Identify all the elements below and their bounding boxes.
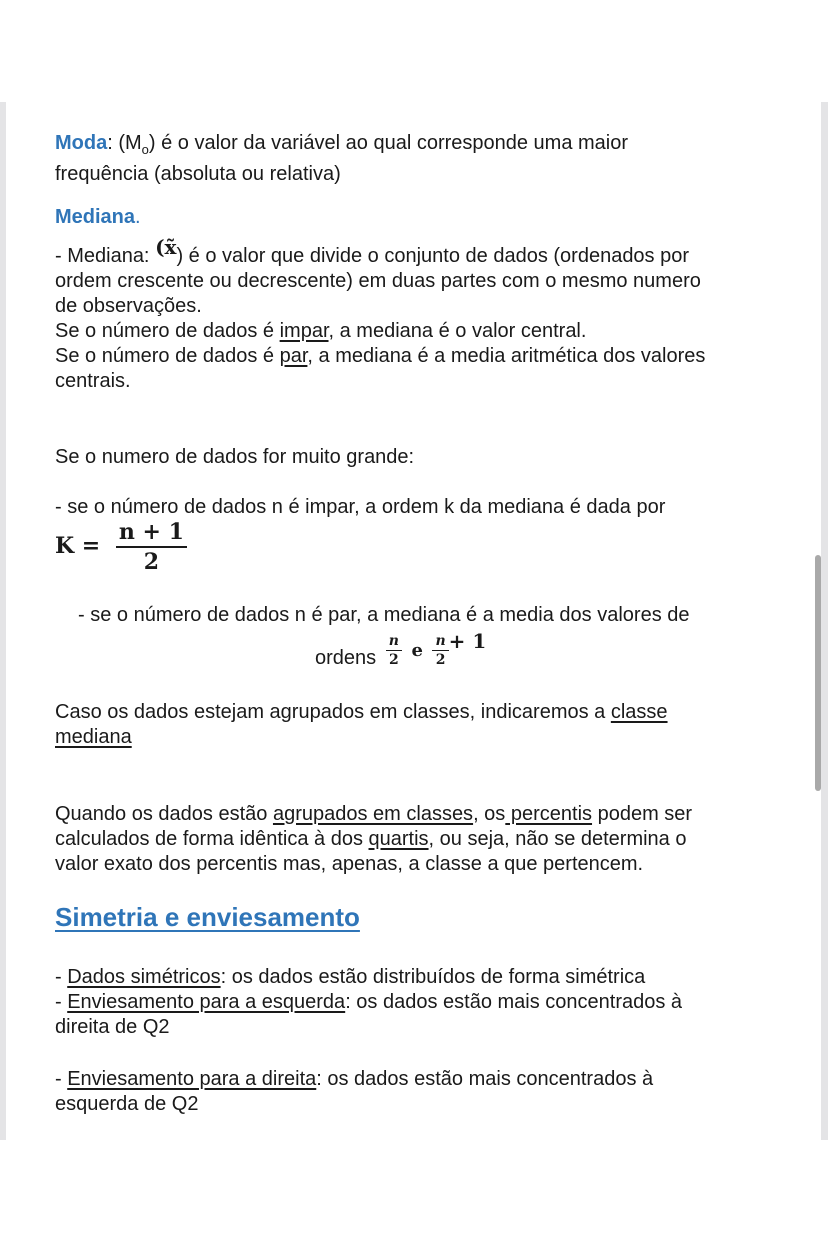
text: agrupados em classes (272, 803, 474, 825)
text: par (279, 345, 308, 367)
text: de observações. (55, 295, 202, 317)
text: percentis (505, 803, 593, 825)
text: ordens (315, 646, 377, 669)
list-item: - Dados simétricos: os dados estão distribuídos de forma simétrica (55, 966, 646, 988)
text: Mediana (55, 206, 136, 228)
text: ordem crescente ou decrescente) em duas partes com o mesmo numero (55, 270, 701, 292)
moda-term: Moda (55, 132, 108, 154)
text: , os (473, 803, 506, 825)
text: centrais. (55, 370, 131, 392)
text: direita de Q2 (55, 1016, 170, 1038)
text: e (411, 639, 423, 661)
scrollbar[interactable] (815, 555, 821, 791)
text: 2 (388, 652, 399, 668)
simetria-list (55, 965, 682, 1117)
text: Se o número de dados é (55, 345, 280, 367)
text: , ou seja, não se determina o (428, 828, 687, 850)
text: n (386, 632, 402, 651)
text: frequência (absoluta ou relativa) (55, 163, 341, 185)
text: Dados simétricos (67, 966, 221, 988)
text: Quando os dados estão (55, 803, 273, 825)
text: ) é o valor da variável ao qual corresponde uma maior (148, 132, 629, 154)
text: . (135, 206, 141, 228)
text: n (432, 632, 448, 651)
text: classe (610, 701, 668, 723)
text: - Mediana: (55, 245, 156, 267)
text: , a mediana é a media aritmética dos valores (307, 345, 706, 367)
text: Enviesamento para a esquerda (67, 991, 346, 1013)
text: Caso os dados estejam agrupados em classes, indicaremos a (55, 701, 611, 723)
text: calculados de forma idêntica à dos (55, 828, 369, 850)
text: : os dados estão distribuídos de forma simétrica (220, 966, 646, 988)
text: 2 (435, 652, 446, 668)
page-right-border (821, 102, 828, 1140)
text: ) é o valor que divide o conjunto de dados (ordenados por (176, 245, 690, 267)
simetria-heading: Simetria e enviesamento (55, 902, 360, 932)
text: K = (55, 533, 101, 559)
percentis-note (55, 802, 692, 877)
moda-definition (55, 131, 628, 187)
k-formula (55, 518, 187, 576)
mediana-heading (55, 205, 141, 230)
text: impar (279, 320, 329, 342)
text: valor exato dos percentis mas, apenas, a classe a que pertencem. (55, 853, 644, 875)
ordens-formula (315, 628, 487, 671)
text: o (141, 142, 149, 157)
text: 2 (143, 549, 160, 575)
odd-rule: - se o número de dados n é impar, a ordem k da mediana é dada por (55, 496, 666, 518)
text: mediana (55, 726, 132, 748)
classe-mediana-note (55, 700, 668, 750)
text: Se o número de dados é (55, 320, 280, 342)
text: , a mediana é o valor central. (328, 320, 587, 342)
text: esquerda de Q2 (55, 1093, 199, 1115)
page-left-border (0, 102, 6, 1140)
even-rule: - se o número de dados n é par, a mediana é a media dos valores de (78, 604, 690, 626)
large-intro: Se o numero de dados for muito grande: (55, 446, 415, 468)
list-item: - Enviesamento para a esquerda: os dados estão mais concentrados à direita de Q2 (55, 991, 683, 1038)
median-symbol: (x̃ (155, 235, 177, 259)
text: podem ser (592, 803, 693, 825)
mediana-definition (55, 235, 706, 394)
text: quartis (368, 828, 429, 850)
text: Enviesamento para a direita (67, 1068, 317, 1090)
text: : (M (107, 132, 142, 154)
list-item: - Enviesamento para a direita: os dados estão mais concentrados à esquerda de Q2 (55, 1068, 654, 1115)
text: : os dados estão mais concentrados à (345, 991, 683, 1013)
text: + 1 (448, 628, 487, 653)
text: n + 1 (116, 518, 187, 548)
text: : os dados estão mais concentrados à (316, 1068, 654, 1090)
